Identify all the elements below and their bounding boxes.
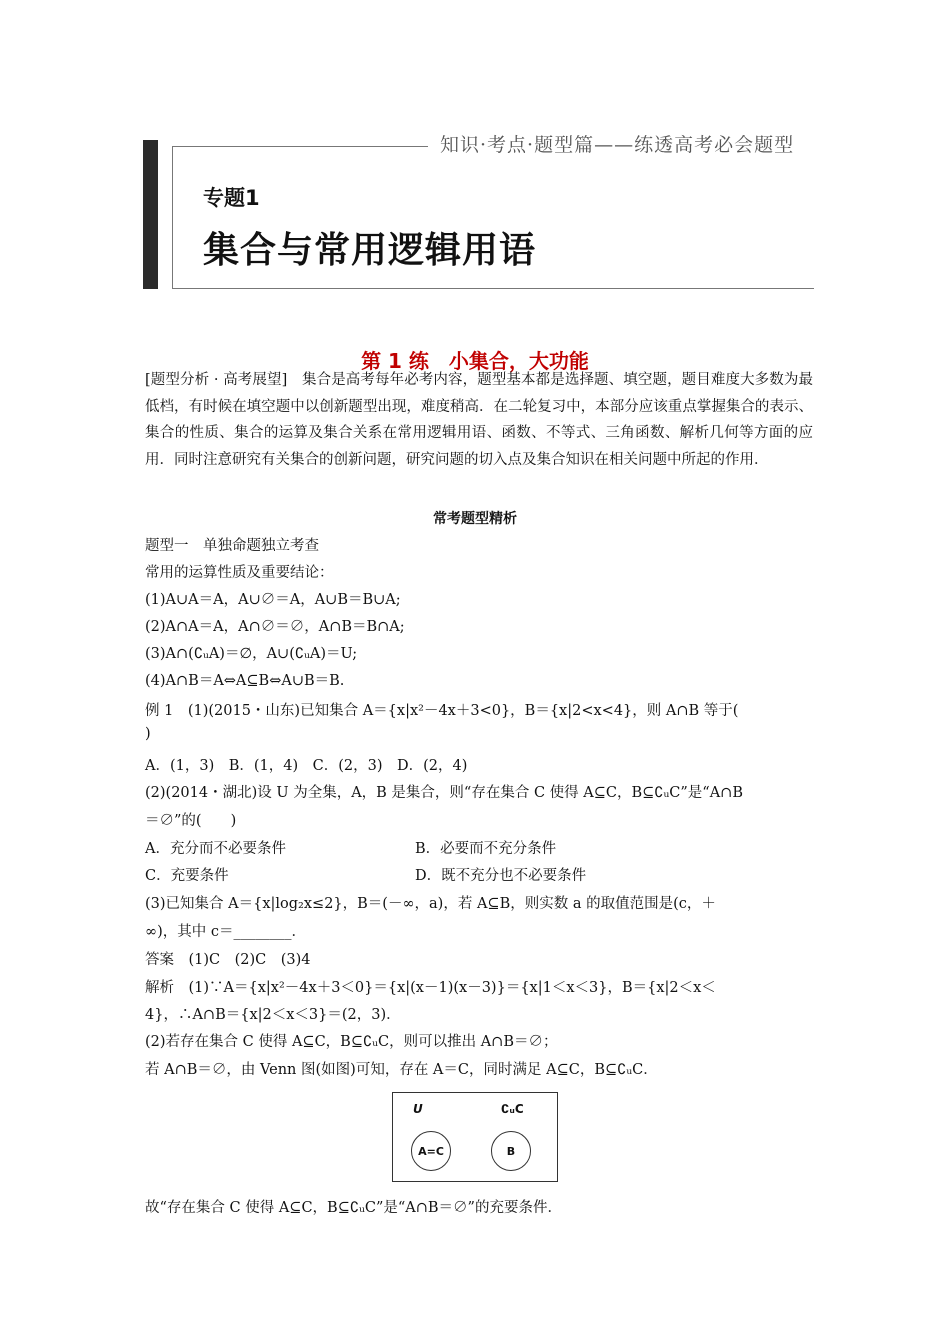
property-1: (1)A∪A＝A，A∪∅＝A，A∪B＝B∪A; xyxy=(145,592,401,608)
complement-label: ∁ᵤC xyxy=(501,1102,524,1116)
header-left-rule xyxy=(172,146,173,288)
example-1-options: A．(1，3) B．(1，4) C．(2，3) D．(2，4) xyxy=(145,758,468,774)
set-a-equals-c-label: A=C xyxy=(418,1144,444,1158)
example-2-option-b: B．必要而不充分条件 xyxy=(415,841,557,857)
lesson-title: 第 1 练 小集合，大功能 xyxy=(361,349,589,373)
topic-title: 集合与常用逻辑用语 xyxy=(203,230,537,271)
set-a-equals-c-circle xyxy=(411,1131,451,1171)
set-b-circle xyxy=(491,1131,531,1171)
example-2-option-c: C．充要条件 xyxy=(145,868,229,884)
property-2: (2)A∩A＝A，A∩∅＝∅，A∩B＝B∩A; xyxy=(145,619,405,635)
analysis-line-2: 4}，∴A∩B＝{x|2＜x＜3}＝(2，3)． xyxy=(145,1007,401,1023)
answer-line: 答案 (1)C (2)C (3)4 xyxy=(145,952,311,968)
header-bottom-rule xyxy=(172,288,814,289)
analysis-line-1: 解析 (1)∵A＝{x|x²－4x＋3＜0}＝{x|(x－1)(x－3)}＝{x|1＜x＜3}，B＝{x|2＜x＜ xyxy=(145,980,716,996)
conclusion-line: 故“存在集合 C 使得 A⊆C，B⊆∁ᵤC”是“A∩B＝∅”的充要条件． xyxy=(145,1200,562,1216)
venn-diagram xyxy=(392,1092,558,1182)
set-b-label: B xyxy=(506,1144,516,1158)
series-title: 知识·考点·题型篇——练透高考必会题型 xyxy=(440,134,795,156)
question-type-heading: 题型一 单独命题独立考查 xyxy=(145,538,319,554)
property-4: (4)A∩B＝A⇔A⊆B⇔A∪B＝B. xyxy=(145,673,345,689)
universal-set-label: U xyxy=(413,1102,423,1116)
topic-number: 专题1 xyxy=(203,186,260,210)
example-2-option-d: D．既不充分也不必要条件 xyxy=(415,868,587,884)
example-1-question: 例 1 (1)(2015・山东)已知集合 A＝{x|x²－4x＋3<0}，B＝{x|2<x<4}，则 A∩B 等于( xyxy=(145,703,739,719)
example-2-option-a: A．充分而不必要条件 xyxy=(145,841,286,857)
section-heading: 常考题型精析 xyxy=(433,511,517,527)
example-3-question-end: ∞)，其中 c＝________． xyxy=(145,924,306,940)
example-2-question: (2)(2014・湖北)设 U 为全集，A，B 是集合，则“存在集合 C 使得 A⊆C，B⊆∁ᵤC”是“A∩B xyxy=(145,785,743,801)
header-top-rule xyxy=(172,146,428,147)
properties-intro: 常用的运算性质及重要结论： xyxy=(145,565,334,581)
analysis-line-3: (2)若存在集合 C 使得 A⊆C，B⊆∁ᵤC，则可以推出 A∩B＝∅； xyxy=(145,1034,558,1050)
example-1-question-end: ) xyxy=(145,726,151,742)
example-2-question-end: ＝∅”的( ) xyxy=(145,813,237,829)
property-3: (3)A∩(∁ᵤA)＝∅，A∪(∁ᵤA)＝U; xyxy=(145,646,358,662)
analysis-line-4: 若 A∩B＝∅，由 Venn 图(如图)可知，存在 A＝C，同时满足 A⊆C，B⊆∁ᵤC． xyxy=(145,1062,658,1078)
header-accent-bar xyxy=(143,140,158,289)
example-3-question: (3)已知集合 A＝{x|log₂x≤2}，B＝(－∞，a)，若 A⊆B，则实数 a 的取值范围是(c，＋ xyxy=(145,896,716,912)
intro-paragraph: [题型分析 · 高考展望] 集合是高考每年必考内容，题型基本都是选择题、填空题，题目难度大多数为最低档，有时候在填空题中以创新题型出现，难度稍高．在二轮复习中，本部分应该重点掌握集合的表示、集合的性质、集合的运算及集合关系在常用逻辑用语、函数、不等式、三角函数、解析几何等方面的应用．同时注意研究有关集合的创新问题，研究问题的切入点及集合知识在相关问题中所起的作用． xyxy=(145,372,813,468)
